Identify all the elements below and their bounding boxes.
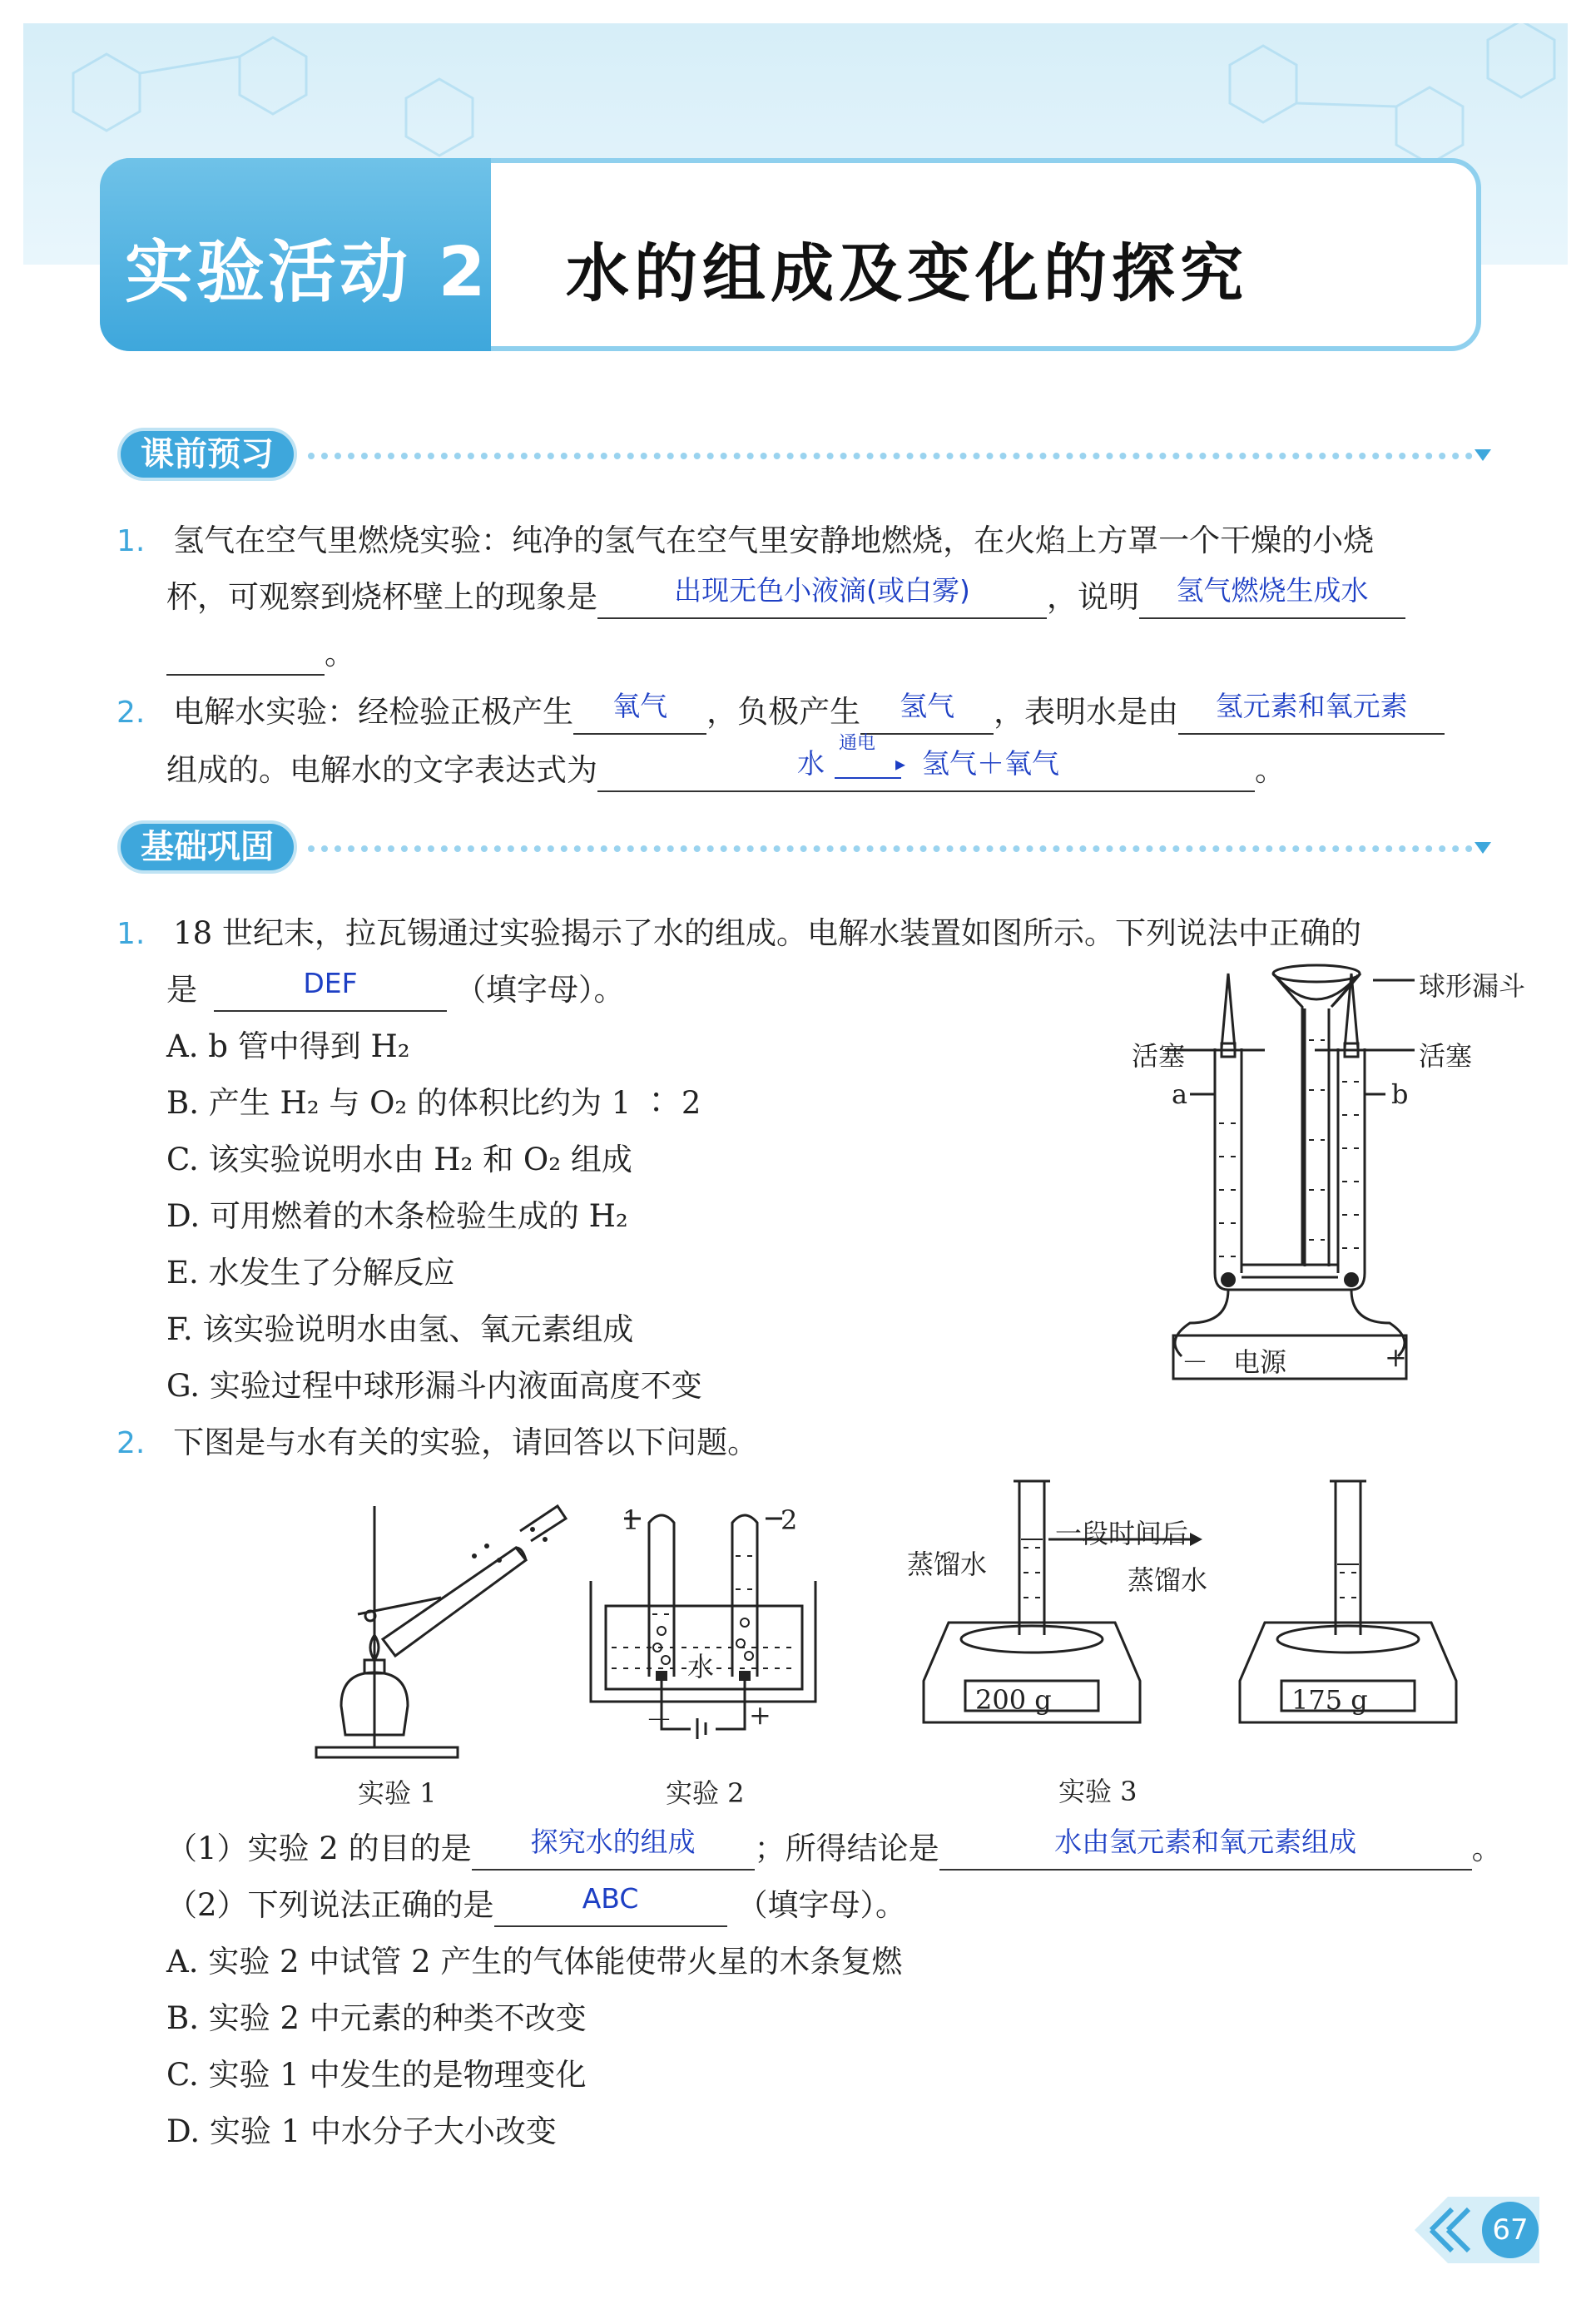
experiment-2-electrolysis-diagram xyxy=(582,1506,824,1747)
question-basic-1-line1: 1. 18 世纪末，拉瓦锡通过实验揭示了水的组成。电解水装置如图所示。下列说法中正确的 xyxy=(116,915,1361,951)
label-tube-1: 1 xyxy=(622,1504,640,1536)
answer-blank[interactable]: 氢气 xyxy=(860,696,994,735)
option-d: D. 可用燃着的木条检验生成的 H₂ xyxy=(166,1198,628,1234)
answer-blank[interactable]: DEF xyxy=(214,974,447,1012)
label-experiment-1: 实验 1 xyxy=(358,1777,437,1809)
question-preview-1-line3: 。 xyxy=(166,632,355,676)
section-arrow-icon xyxy=(1475,842,1491,854)
question-basic-1-line2: 是 DEF （填字母）。 xyxy=(166,969,625,1012)
reaction-arrow-icon xyxy=(835,777,901,779)
option-b: B. 产生 H₂ 与 O₂ 的体积比约为 1 ∶ 2 xyxy=(166,1085,701,1121)
electrode-left xyxy=(1221,1272,1236,1287)
electrode-right xyxy=(1344,1272,1359,1287)
label-power-minus: － xyxy=(1182,1346,1209,1378)
label-distilled-water-2: 蒸馏水 xyxy=(1128,1564,1208,1596)
question-preview-1-line2: 杯，可观察到烧杯壁上的现象是 出现无色小液滴(或白雾) ，说明 氢气燃烧生成水 xyxy=(166,576,1405,619)
question-number: 1. xyxy=(116,524,146,558)
label-power: 电源 xyxy=(1233,1346,1287,1378)
label-water: 水 xyxy=(687,1651,715,1682)
label-mass-200: 200 g xyxy=(975,1684,1052,1716)
label-valve-right: 活塞 xyxy=(1419,1040,1473,1072)
label-tube-a: a xyxy=(1172,1078,1188,1110)
section-divider xyxy=(308,453,1473,464)
label-exp2-plus: + xyxy=(749,1699,771,1731)
answer-blank[interactable]: ABC xyxy=(494,1889,727,1927)
option-e: E. 水发生了分解反应 xyxy=(166,1255,455,1291)
answer-blank[interactable]: 水由氢元素和氧元素组成 xyxy=(939,1832,1472,1871)
section-tag-preview: 课前预习 xyxy=(121,431,294,478)
question-preview-2-line2: 组成的。电解水的文字表达式为 水 通电 ▸ 氢气＋氧气 。 xyxy=(166,749,1286,792)
answer-blank[interactable]: 氢元素和氧元素 xyxy=(1178,696,1445,735)
question-preview-1-line1: 1. 氢气在空气里燃烧实验：纯净的氢气在空气里安静地燃烧，在火焰上方罩一个干燥的小烧 xyxy=(116,523,1375,558)
section-divider xyxy=(308,845,1473,857)
question-basic-2-sub2: （2）下列说法正确的是 ABC （填字母）。 xyxy=(166,1884,906,1927)
option-f: F. 该实验说明水由氢、氧元素组成 xyxy=(166,1311,634,1347)
label-experiment-2: 实验 2 xyxy=(666,1777,745,1809)
question-number: 2. xyxy=(116,696,146,730)
option-g: G. 实验过程中球形漏斗内液面高度不变 xyxy=(166,1368,702,1404)
question-basic-2-sub1: （1）实验 2 的目的是 探究水的组成 ；所得结论是 水由氢元素和氧元素组成 。 xyxy=(166,1827,1503,1871)
answer-blank-continued[interactable] xyxy=(166,637,325,676)
option-c: C. 该实验说明水由 H₂ 和 O₂ 组成 xyxy=(166,1142,632,1177)
answer-blank[interactable]: 氢气燃烧生成水 xyxy=(1139,581,1405,619)
answer-blank-equation[interactable]: 水 通电 ▸ 氢气＋氧气 xyxy=(597,754,1255,792)
option-a: A. b 管中得到 H₂ xyxy=(166,1028,410,1064)
label-tube-b: b xyxy=(1391,1078,1409,1110)
section-arrow-icon xyxy=(1475,449,1491,461)
question-preview-2-line1: 2. 电解水实验：经检验正极产生 氧气 ，负极产生 氢气 ，表明水是由 氢元素和氧元素 xyxy=(116,691,1445,735)
label-exp2-minus: － xyxy=(646,1704,673,1736)
label-valve-left: 活塞 xyxy=(1132,1040,1186,1072)
activity-tag: 实验活动 2 xyxy=(125,233,489,312)
label-after-time: 一段时间后 xyxy=(1055,1518,1189,1549)
option-a: A. 实验 2 中试管 2 产生的气体能使带火星的木条复燃 xyxy=(166,1944,903,1980)
label-mass-175: 175 g xyxy=(1291,1684,1368,1716)
option-b: B. 实验 2 中元素的种类不改变 xyxy=(166,2000,587,2036)
question-basic-2-intro: 2. 下图是与水有关的实验，请回答以下问题。 xyxy=(116,1425,759,1460)
option-c: C. 实验 1 中发生的是物理变化 xyxy=(166,2057,587,2093)
label-funnel: 球形漏斗 xyxy=(1419,970,1526,1002)
label-distilled-water-1: 蒸馏水 xyxy=(907,1549,988,1580)
page-title: 水的组成及变化的探究 xyxy=(566,236,1248,310)
section-tag-basic: 基础巩固 xyxy=(121,824,294,870)
page-number: 67 xyxy=(1492,2213,1529,2247)
electrolysis-apparatus-diagram xyxy=(1098,957,1498,1381)
label-power-plus: + xyxy=(1385,1341,1407,1373)
label-tube-2: 2 xyxy=(781,1504,798,1536)
label-experiment-3: 实验 3 xyxy=(1058,1776,1137,1807)
answer-blank[interactable]: 氧气 xyxy=(573,696,706,735)
option-d: D. 实验 1 中水分子大小改变 xyxy=(166,2113,557,2149)
question-number: 2. xyxy=(116,1426,146,1460)
answer-blank[interactable]: 探究水的组成 xyxy=(472,1832,755,1871)
experiment-1-heating-diagram xyxy=(308,1498,574,1764)
answer-blank[interactable]: 出现无色小液滴(或白雾) xyxy=(597,581,1047,619)
question-number: 1. xyxy=(116,917,146,951)
